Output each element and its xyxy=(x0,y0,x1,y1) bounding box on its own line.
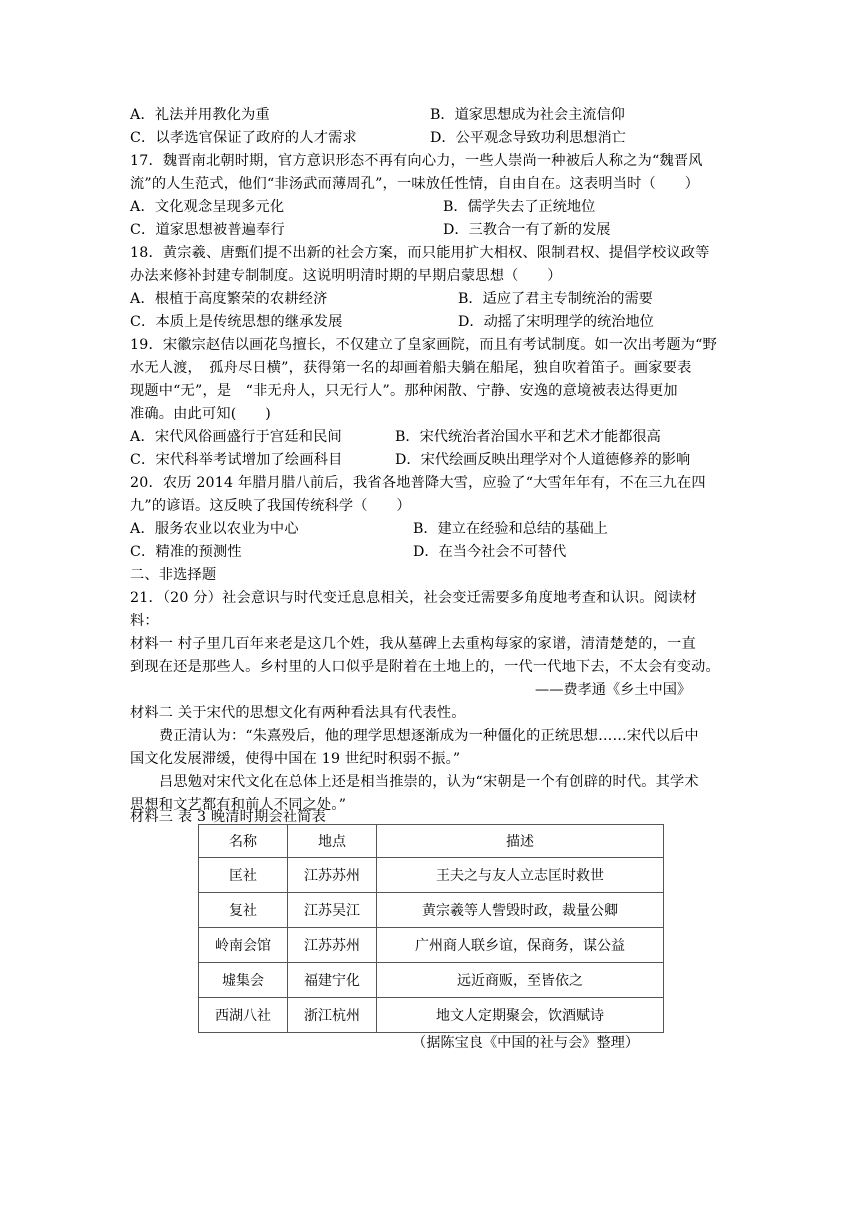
q20-option-b: B．建立在经验和总结的基础上 xyxy=(413,521,608,537)
q18-stem-line1: 18．黄宗羲、唐甄们提不出新的社会方案，而只能用扩大相权、限制君权、提倡学校议政等 xyxy=(130,245,710,261)
table-row xyxy=(199,858,664,893)
q20-option-d: D．在当今社会不可替代 xyxy=(413,544,567,560)
q19-stem-line2: 水无人渡， 孤舟尽日横”，获得第一名的却画着船夫躺在船尾，独自吹着笛子。画家要表 xyxy=(130,360,692,376)
table-row xyxy=(199,998,664,1033)
table-cell: 复社 xyxy=(199,893,288,928)
q16-option-a: A．礼法并用教化为重 xyxy=(130,107,270,123)
table-cell: 西湖八社 xyxy=(199,998,288,1033)
q17-option-c: C．道家思想被普遍奉行 xyxy=(130,222,285,238)
q17-option-a: A．文化观念呈现多元化 xyxy=(130,199,285,215)
table-cell: 地文人定期聚会，饮酒赋诗 xyxy=(377,998,664,1033)
table-header-row xyxy=(199,825,664,858)
q18-option-b: B．适应了君主专制统治的需要 xyxy=(458,291,653,307)
q18-stem-line2: 办法来修补封建专制制度。这说明明清时期的早期启蒙思想（ ） xyxy=(130,268,562,284)
q19-stem-line4: 准确。由此可知( ) xyxy=(130,406,271,422)
material3-caption: 材料三 表 3 晚清时期会社简表 xyxy=(130,809,327,825)
q18-option-c: C．本质上是传统思想的继承发展 xyxy=(130,314,343,330)
table-cell: 浙江杭州 xyxy=(288,998,377,1033)
q19-stem-line1: 19．宋徽宗赵佶以画花鸟擅长，不仅建立了皇家画院，而且有考试制度。如一次出考题为“野 xyxy=(130,337,718,353)
q16-option-c: C．以孝选官保证了政府的人才需求 xyxy=(130,130,357,146)
q19-option-b: B．宋代统治者治国水平和艺术才能都很高 xyxy=(395,429,661,445)
q21-stem-line2: 料： xyxy=(130,613,159,629)
section-heading: 二、非选择题 xyxy=(130,567,217,583)
table-cell: 王夫之与友人立志匡时救世 xyxy=(377,858,664,893)
table-row xyxy=(199,963,664,998)
table-cell: 江苏吴江 xyxy=(288,893,377,928)
q19-option-a: A．宋代风俗画盛行于宫廷和民间 xyxy=(130,429,342,445)
material3-source: （据陈宝良《中国的社与会》整理） xyxy=(412,1035,640,1051)
table-row xyxy=(199,928,664,963)
q17-option-d: D．三教合一有了新的发展 xyxy=(443,222,611,238)
material1-line2: 到现在还是那些人。乡村里的人口似乎是附着在土地上的，一代一代地下去，不太会有变动。 xyxy=(130,659,720,675)
material2-p1-line1: 费正清认为：“朱熹殁后，他的理学思想逐渐成为一种僵化的正统思想……宋代以后中 xyxy=(159,728,699,744)
table-cell: 福建宁化 xyxy=(288,963,377,998)
q21-stem-line1: 21．（20 分）社会意识与时代变迁息息相关，社会变迁需要多角度地考查和认识。阅读材 xyxy=(130,590,697,606)
table-cell: 远近商贩，至皆依之 xyxy=(377,963,664,998)
q17-stem-line2: 流”的人生范式，他们“非汤武而薄周孔”，一味放任性情，自由自在。这表明当时（ ） xyxy=(130,176,700,192)
q18-option-a: A．根植于高度繁荣的农耕经济 xyxy=(130,291,328,307)
table-header-cell: 地点 xyxy=(288,825,377,858)
table-header-cell: 名称 xyxy=(199,825,288,858)
table-cell: 江苏苏州 xyxy=(288,928,377,963)
material2-intro: 材料二 关于宋代的思想文化有两种看法具有代表性。 xyxy=(130,705,466,721)
q19-option-c: C．宋代科举考试增加了绘画科目 xyxy=(130,452,343,468)
table-cell: 黄宗羲等人訾毁时政，裁量公卿 xyxy=(377,893,664,928)
material1-source: ——费孝通《乡土中国》 xyxy=(535,682,692,698)
q18-option-d: D．动摇了宋明理学的统治地位 xyxy=(458,314,654,330)
society-table xyxy=(198,824,664,1033)
q20-option-c: C．精准的预测性 xyxy=(130,544,242,560)
q19-option-d: D．宋代绘画反映出理学对个人道德修养的影响 xyxy=(395,452,691,468)
q20-stem-line2: 九”的谚语。这反映了我国传统科学（ ） xyxy=(130,498,411,514)
q20-stem-line1: 20．农历 2014 年腊月腊八前后，我省各地普降大雪，应验了“大雪年年有，不在三九在四 xyxy=(130,475,706,491)
material2-p1-line2: 国文化发展滞缓，使得中国在 19 世纪时积弱不振。” xyxy=(130,751,461,767)
q17-stem-line1: 17．魏晋南北朝时期，官方意识形态不再有向心力，一些人崇尚一种被后人称之为“魏晋风 xyxy=(130,153,703,169)
table-cell: 匡社 xyxy=(199,858,288,893)
material1-line1: 材料一 村子里几百年来老是这几个姓，我从墓碑上去重构每家的家谱，清清楚楚的，一直 xyxy=(130,636,696,652)
q19-stem-line3: 现题中“无”，是 “非无舟人，只无行人”。那种闲散、宁静、安逸的意境被表达得更加 xyxy=(130,383,678,399)
material2-p2-line1: 吕思勉对宋代文化在总体上还是相当推崇的，认为“宋朝是一个有创辟的时代。其学术 xyxy=(159,774,699,790)
table-row xyxy=(199,893,664,928)
q16-option-d: D．公平观念导致功利思想消亡 xyxy=(430,130,626,146)
table-cell: 岭南会馆 xyxy=(199,928,288,963)
material2-p2-line2: 思想和文艺都有和前人不同之处。” xyxy=(130,797,347,813)
q17-option-b: B．儒学失去了正统地位 xyxy=(443,199,596,215)
table-header-cell: 描述 xyxy=(377,825,664,858)
table-cell: 江苏苏州 xyxy=(288,858,377,893)
q16-option-b: B．道家思想成为社会主流信仰 xyxy=(430,107,625,123)
table-cell: 广州商人联乡谊，保商务，谋公益 xyxy=(377,928,664,963)
q20-option-a: A．服务农业以农业为中心 xyxy=(130,521,299,537)
table-cell: 墟集会 xyxy=(199,963,288,998)
